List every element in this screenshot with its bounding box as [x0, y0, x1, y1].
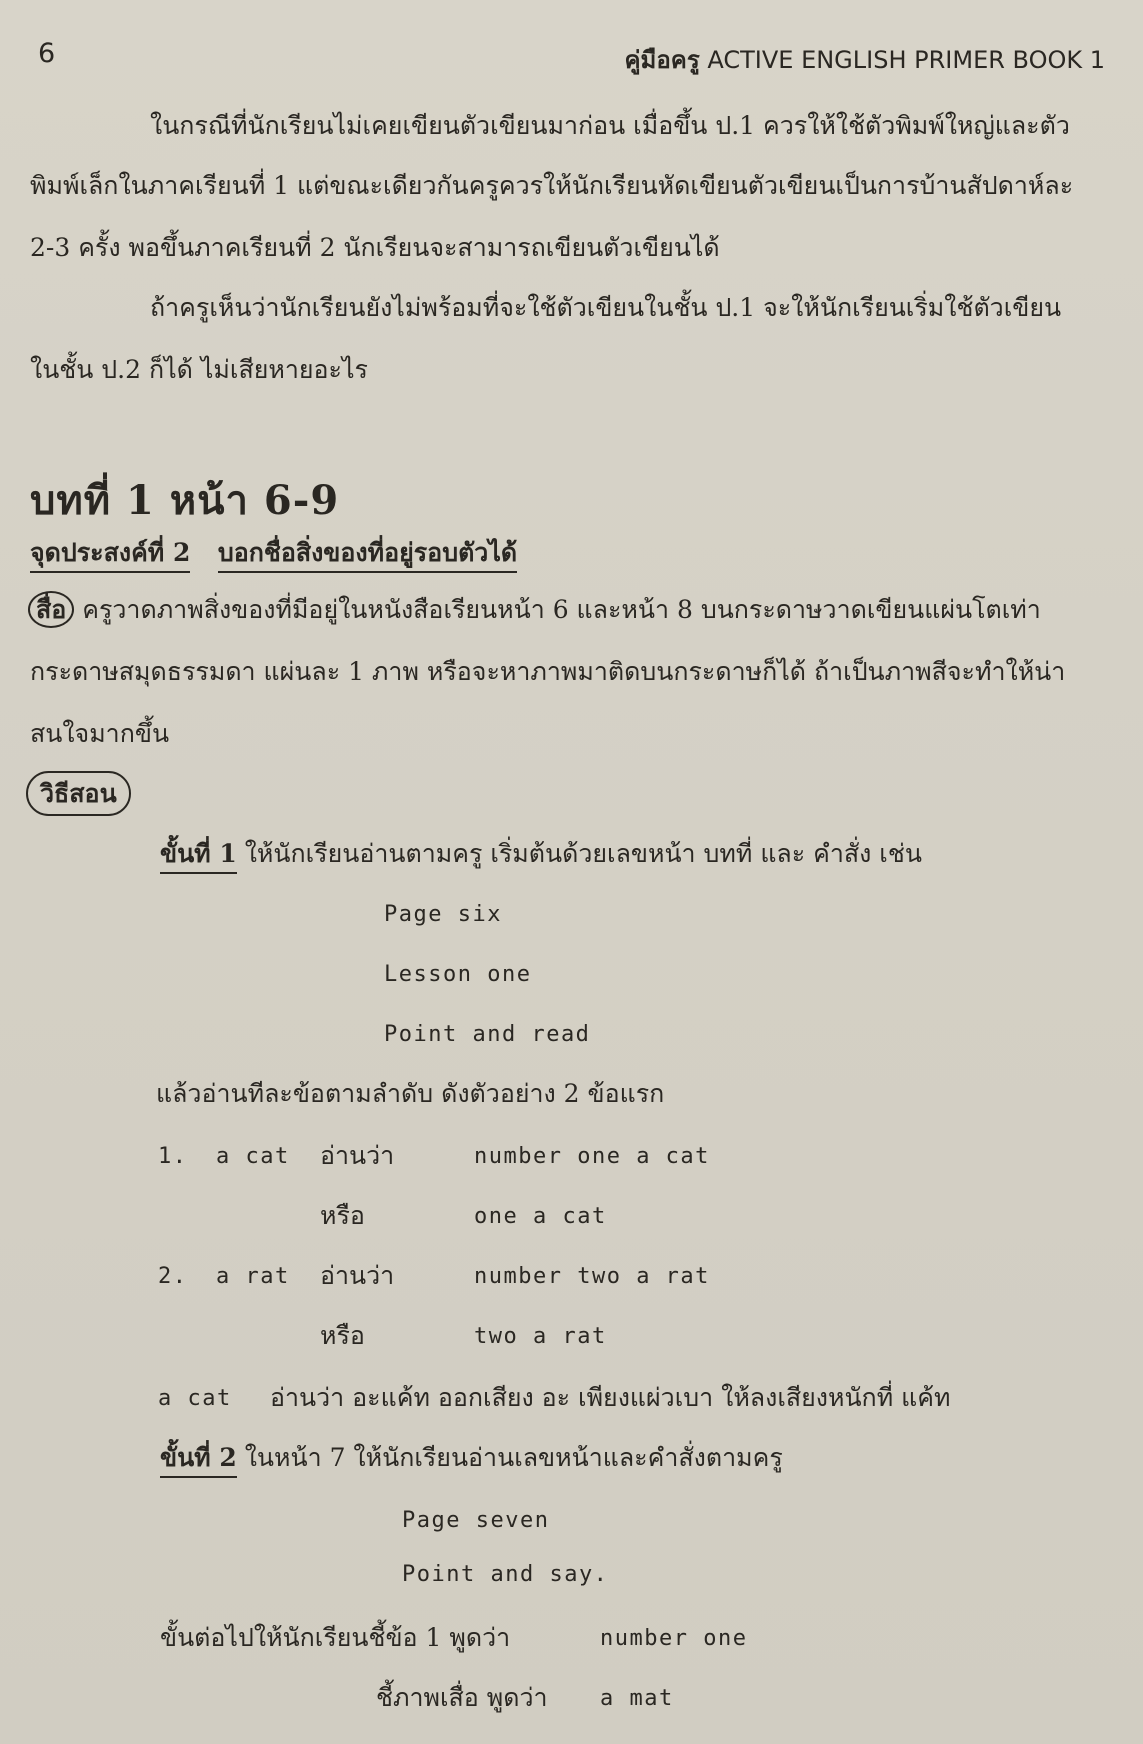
- item1-word: a cat: [216, 1144, 290, 1169]
- item2-say: number two a rat: [474, 1264, 710, 1289]
- step1-example-1: Page six: [384, 902, 502, 927]
- method-label: วิธีสอน: [26, 771, 131, 816]
- step2-example-2: Point and say.: [402, 1562, 609, 1587]
- media-line1: [28, 594, 1041, 626]
- item2-number: 2.: [158, 1264, 188, 1289]
- intro-p1-line2: พิมพ์เล็กในภาคเรียนที่ 1 แต่ขณะเดียวกันครูควรให้นักเรียนหัดเขียนตัวเขียนเป็นการบ้านสัปดาห์ละ: [30, 171, 1074, 200]
- lesson-heading: บทที่ 1 หน้า 6-9: [30, 477, 340, 524]
- order-text: แล้วอ่านทีละข้อตามลำดับ ดังตัวอย่าง 2 ข้อแรก: [156, 1079, 665, 1108]
- intro-p2-line2: ในชั้น ป.2 ก็ได้ ไม่เสียหายอะไร: [30, 355, 368, 384]
- step1-example-3: Point and read: [384, 1022, 591, 1047]
- pron-english: a cat: [158, 1386, 232, 1411]
- item1-read-label: อ่านว่า: [320, 1141, 395, 1170]
- mat-text: ชี้ภาพเสื่อ พูดว่า: [376, 1683, 548, 1712]
- item2-alt: two a rat: [474, 1324, 607, 1349]
- item2-or-label: หรือ: [320, 1321, 365, 1350]
- item1-say: number one a cat: [474, 1144, 710, 1169]
- running-header: [624, 40, 1105, 79]
- item1-number: 1.: [158, 1144, 188, 1169]
- step2-line: [160, 1442, 783, 1474]
- objective-label: จุดประสงค์ที่ 2: [30, 538, 190, 573]
- pron-thai: อ่านว่า อะแค้ท ออกเสียง อะ เพียงแผ่วเบา ให้ลงเสียงหนักที่ แค้ท: [270, 1383, 951, 1412]
- media-label: สื่อ: [28, 591, 74, 628]
- step2-text: ในหน้า 7 ให้นักเรียนอ่านเลขหน้าและคำสั่งตามครู: [244, 1443, 783, 1472]
- running-header-thai: คู่มือครู: [624, 46, 700, 74]
- step1-example-2: Lesson one: [384, 962, 532, 987]
- intro-p2-line1: ถ้าครูเห็นว่านักเรียนยังไม่พร้อมที่จะใช้ตัวเขียนในชั้น ป.1 จะให้นักเรียนเริ่มใช้ตัวเขียน: [150, 293, 1062, 322]
- item1-or-label: หรือ: [320, 1201, 365, 1230]
- objective-text: บอกชื่อสิ่งของที่อยู่รอบตัวได้: [218, 538, 517, 573]
- step2-example-1: Page seven: [402, 1508, 550, 1533]
- step2-label: ขั้นที่ 2: [160, 1443, 237, 1478]
- next-text: ขั้นต่อไปให้นักเรียนชี้ข้อ 1 พูดว่า: [160, 1623, 511, 1652]
- item2-word: a rat: [216, 1264, 290, 1289]
- item1-alt: one a cat: [474, 1204, 607, 1229]
- page-number: 6: [38, 38, 56, 69]
- objective: [30, 537, 517, 569]
- intro-p1-line1: ในกรณีที่นักเรียนไม่เคยเขียนตัวเขียนมาก่อน เมื่อขึ้น ป.1 ควรให้ใช้ตัวพิมพ์ใหญ่และตัว: [150, 111, 1070, 140]
- media-text-line1: ครูวาดภาพสิ่งของที่มีอยู่ในหนังสือเรียนหน้า 6 และหน้า 8 บนกระดาษวาดเขียนแผ่นโตเท่า: [82, 595, 1041, 624]
- step1-label: ขั้นที่ 1: [160, 839, 237, 874]
- item2-read-label: อ่านว่า: [320, 1261, 395, 1290]
- media-line2: กระดาษสมุดธรรมดา แผ่นละ 1 ภาพ หรือจะหาภาพมาติดบนกระดาษก็ได้ ถ้าเป็นภาพสีจะทำให้น่า: [30, 657, 1066, 686]
- intro-p1-line3: 2-3 ครั้ง พอขึ้นภาคเรียนที่ 2 นักเรียนจะสามารถเขียนตัวเขียนได้: [30, 233, 720, 262]
- step1-line: [160, 838, 922, 870]
- running-header-english: ACTIVE ENGLISH PRIMER BOOK 1: [707, 46, 1105, 74]
- mat-say: a mat: [600, 1686, 674, 1711]
- step1-text: ให้นักเรียนอ่านตามครู เริ่มต้นด้วยเลขหน้า บทที่ และ คำสั่ง เช่น: [244, 839, 922, 868]
- media-line3: สนใจมากขึ้น: [30, 719, 170, 748]
- next-say: number one: [600, 1626, 748, 1651]
- method-box: [26, 778, 131, 810]
